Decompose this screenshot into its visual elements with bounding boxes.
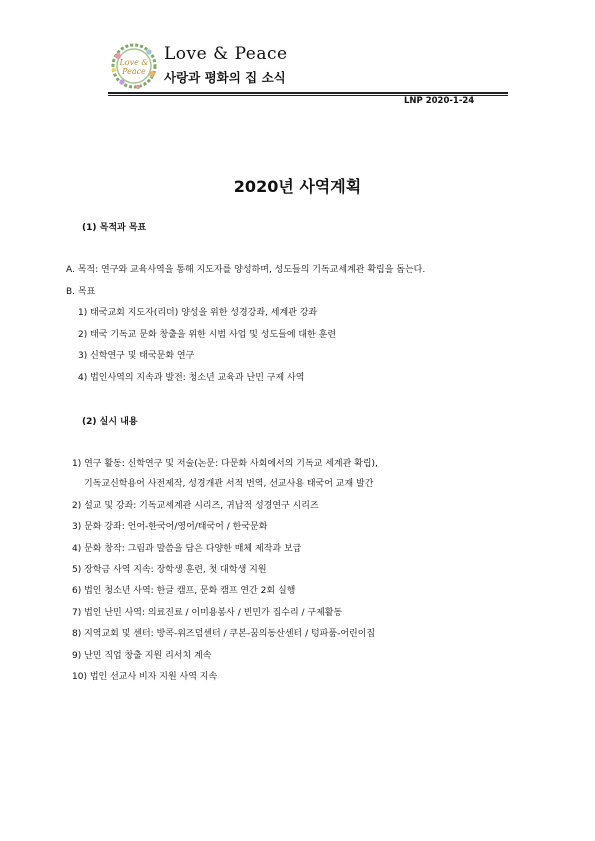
page-title: 2020년 사역계획 [233,177,362,196]
plan-item: 5) 장학금 사역 지속: 장학생 훈련, 첫 대학생 지원 [72,565,267,575]
plan-item: 7) 법인 난민 사역: 의료진료 / 이미용봉사 / 빈민가 집수리 / 구제활동 [72,608,343,618]
purpose-line: A. 목적: 연구와 교육사역을 통해 지도자를 양성하며, 성도들의 기독교세계관 확립을 돕는다. [66,265,426,275]
newsletter-subtitle: 사랑과 평화의 집 소식 [164,70,286,85]
plan-item-continuation: 기독교신학용어 사전제작, 성경개관 서적 번역, 선교사용 태국어 교재 발간 [84,479,374,489]
goals-label: B. 목표 [66,287,96,297]
logo-text: Love & [119,58,149,67]
document-number: LNP 2020-1-24 [404,96,475,106]
goal-item: 3) 신학연구 및 태국문화 연구 [78,351,195,361]
plan-item: 4) 문화 창작: 그림과 말씀을 담은 다양한 매체 제작과 보급 [72,544,302,554]
plan-item: 6) 법인 청소년 사역: 한글 캠프, 문화 캠프 연간 2회 실행 [72,586,296,596]
newsletter-title: Love & Peace [164,44,288,64]
section-heading: (2) 실시 내용 [82,417,138,427]
goal-item: 1) 태국교회 지도자(리더) 양성을 위한 성경강좌, 세계관 강좌 [78,308,318,318]
goal-item: 4) 법인사역의 지속과 발전: 청소년 교육과 난민 구제 사역 [78,373,305,383]
plan-item: 9) 난민 직업 창출 지원 리서치 계속 [72,651,212,661]
plan-item: 10) 법인 선교사 비자 지원 사역 지속 [72,672,218,682]
plan-item: 1) 연구 활동: 신학연구 및 저술(논문: 다문화 사회에서의 기독교 세계관 확립), [72,459,378,469]
plan-item: 3) 문화 강좌: 언어-한국어/영어/태국어 / 한국문화 [72,522,268,532]
goal-item: 2) 태국 기독교 문화 창출을 위한 시범 사업 및 성도들에 대한 훈련 [78,330,337,340]
logo-text: Peace [122,67,146,76]
wreath-logo-icon [108,40,160,92]
section-heading: (1) 목적과 목표 [82,223,147,233]
header-divider [108,92,508,94]
newsletter-header [108,40,508,100]
plan-item: 2) 설교 및 강좌: 기독교세계관 시리즈, 귀납적 성경연구 시리즈 [72,501,319,511]
plan-item: 8) 지역교회 및 센터: 방콕-위즈덤센터 / 쿠본-꿈의동산센터 / 텅파품-어린이집 [72,629,376,639]
